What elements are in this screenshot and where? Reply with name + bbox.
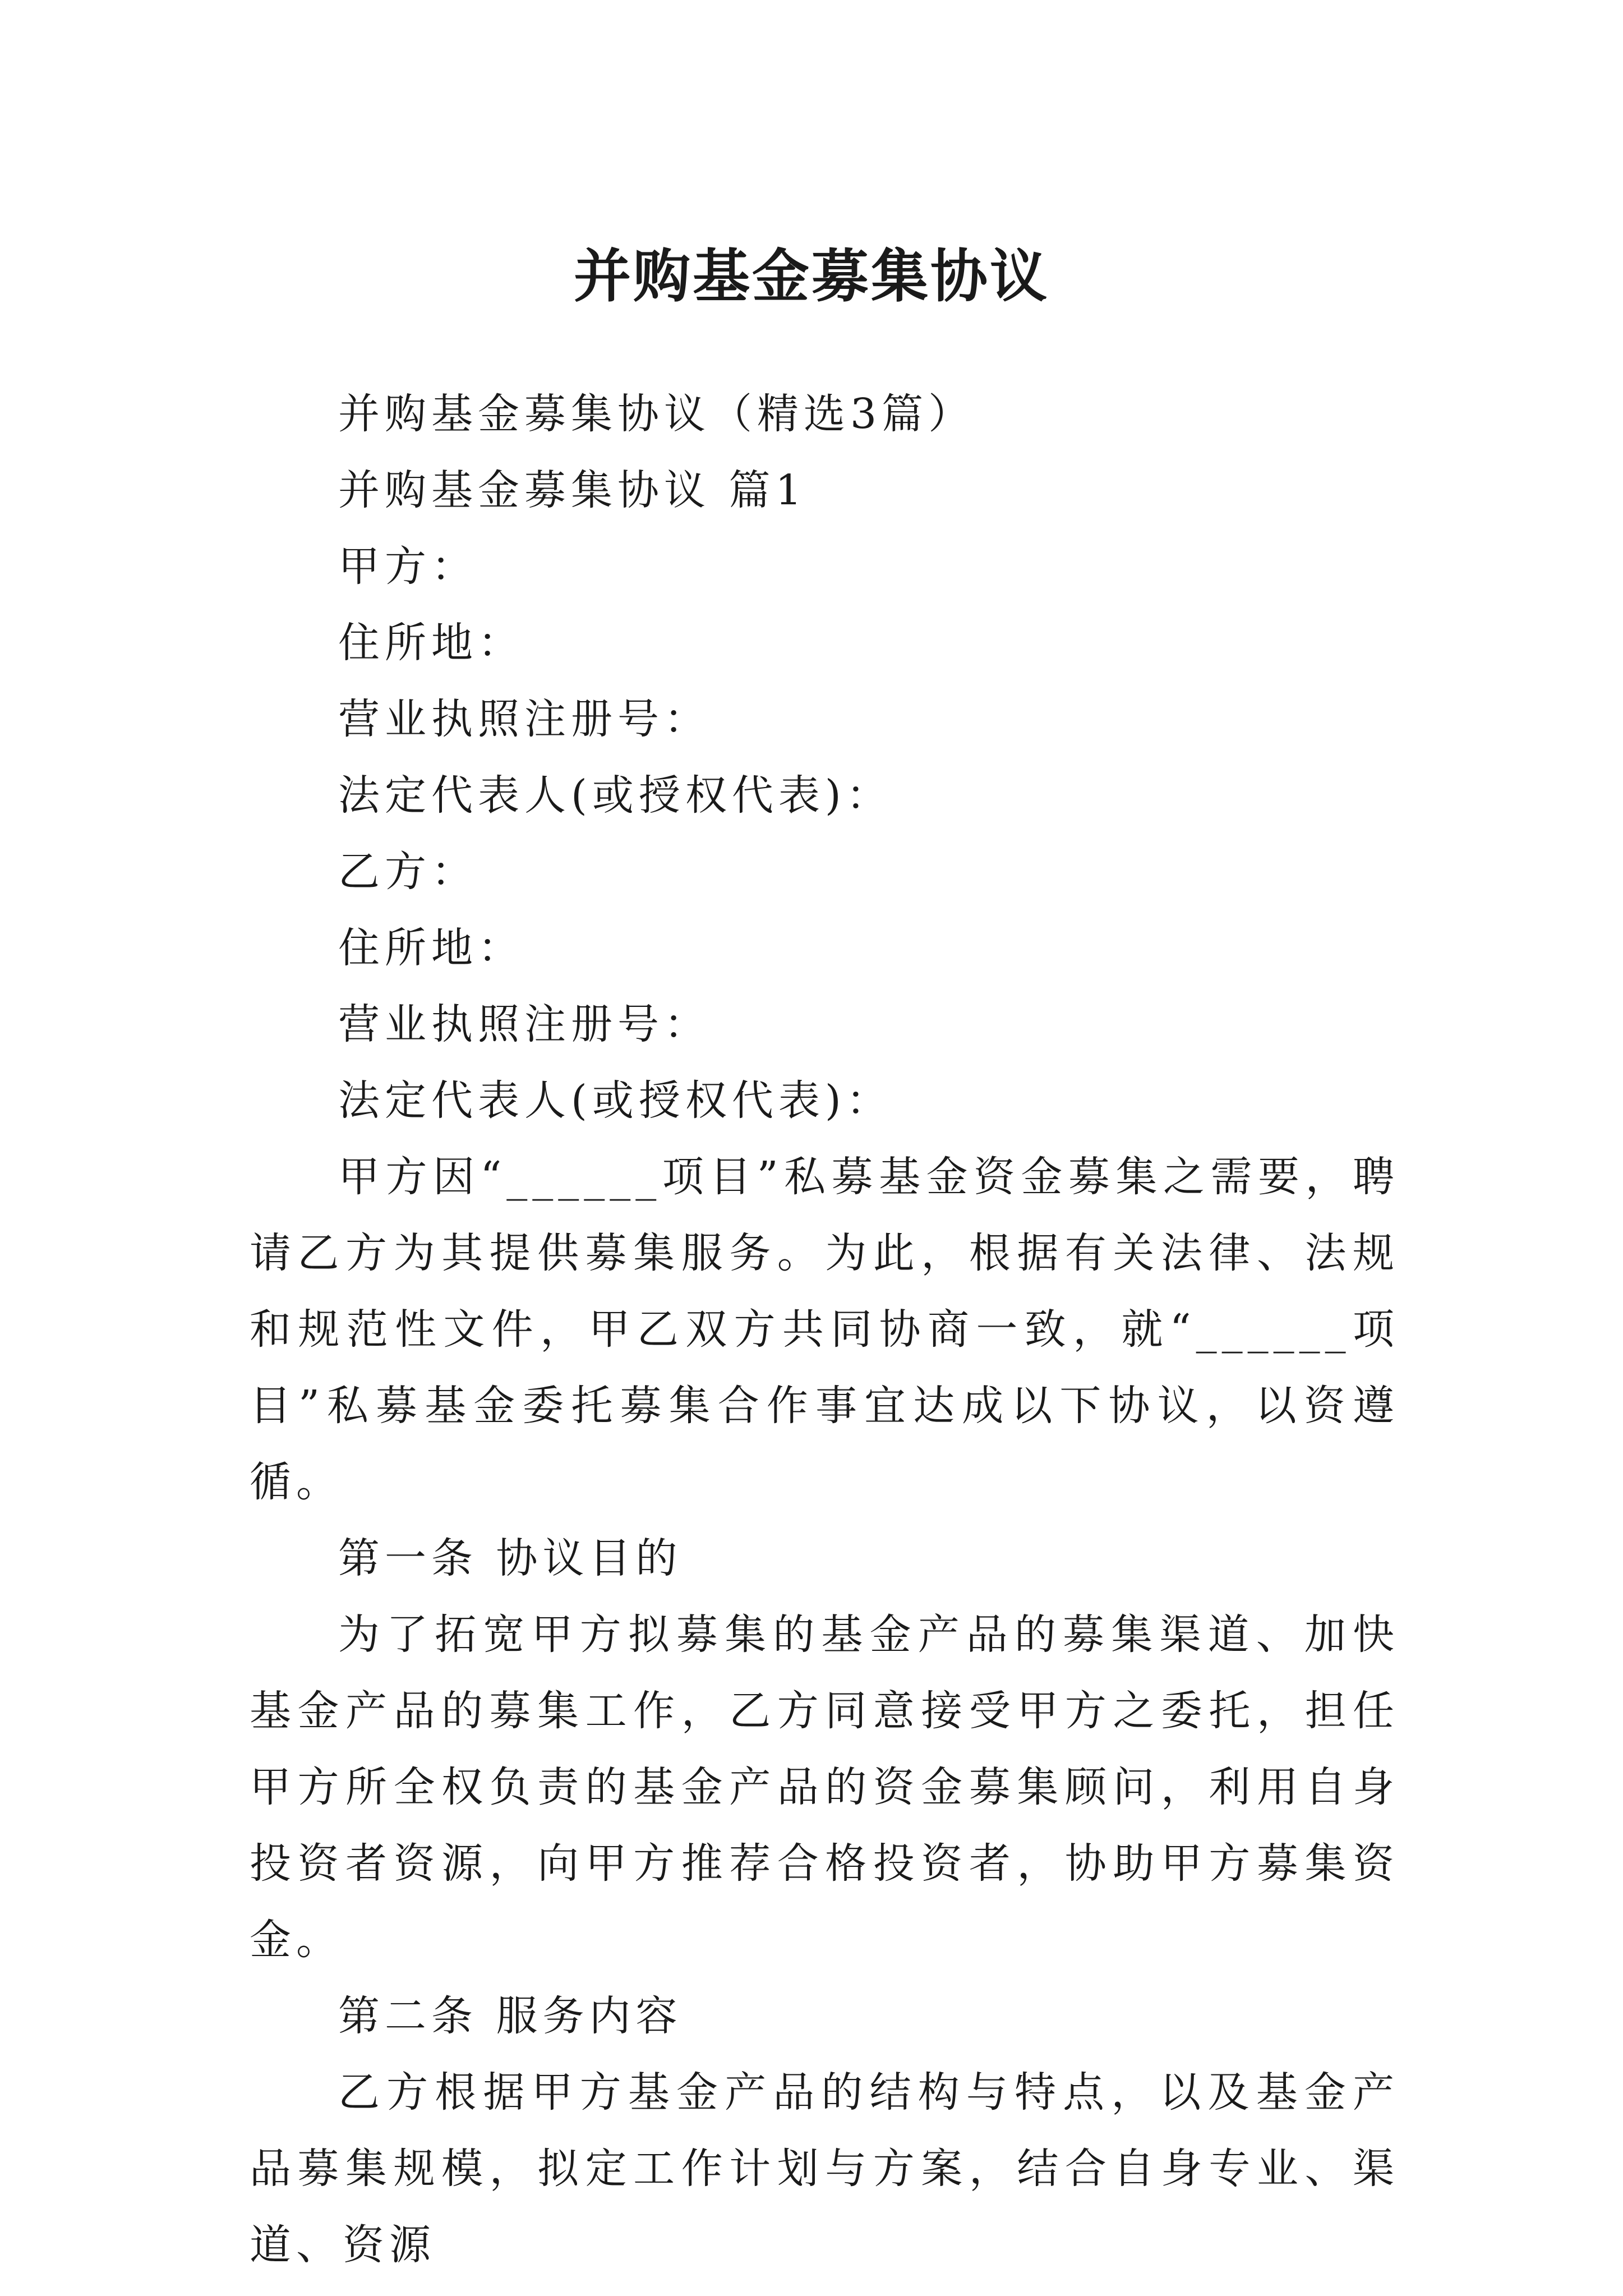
party-a-address-label: 住所地： (338, 619, 524, 667)
party-b-representative-label: 法定代表人(或授权代表)： (338, 1076, 893, 1125)
subtitle-line: 并购基金募集协议（精选3篇） (338, 390, 975, 438)
party-a-representative-label: 法定代表人(或授权代表)： (338, 771, 893, 820)
party-b-license-label: 营业执照注册号： (338, 1000, 711, 1048)
chapter-heading: 并购基金募集协议 篇1 (338, 466, 807, 514)
document-body (250, 376, 1399, 2283)
party-b-address-label: 住所地： (338, 924, 524, 972)
article-1-paragraph: 为了拓宽甲方拟募集的基金产品的募集渠道、加快基金产品的募集工作，乙方同意接受甲方之委托，担任甲方所全权负责的基金产品的资金募集顾问，利用自身投资者资源，向甲方推荐合格投资者，协助甲方募集资金。 (250, 1611, 1399, 1964)
intro-paragraph: 甲方因“______项目”私募基金资金募集之需要，聘请乙方为其提供募集服务。为此，根据有关法律、法规和规范性文件，甲乙双方共同协商一致，就“______项目”私募基金委托募集合作事宜达成以下协议，以资遵循。 (250, 1153, 1399, 1506)
article-1-heading: 第一条 协议目的 (338, 1534, 683, 1582)
document-title: 并购基金募集协议 (574, 243, 1049, 311)
party-a-label: 甲方： (338, 542, 478, 591)
party-a-license-label: 营业执照注册号： (338, 695, 711, 743)
article-2-paragraph: 乙方根据甲方基金产品的结构与特点，以及基金产品募集规模，拟定工作计划与方案，结合自身专业、渠道、资源 (250, 2068, 1399, 2269)
party-b-label: 乙方： (338, 848, 478, 896)
article-2-heading: 第二条 服务内容 (338, 1992, 683, 2040)
